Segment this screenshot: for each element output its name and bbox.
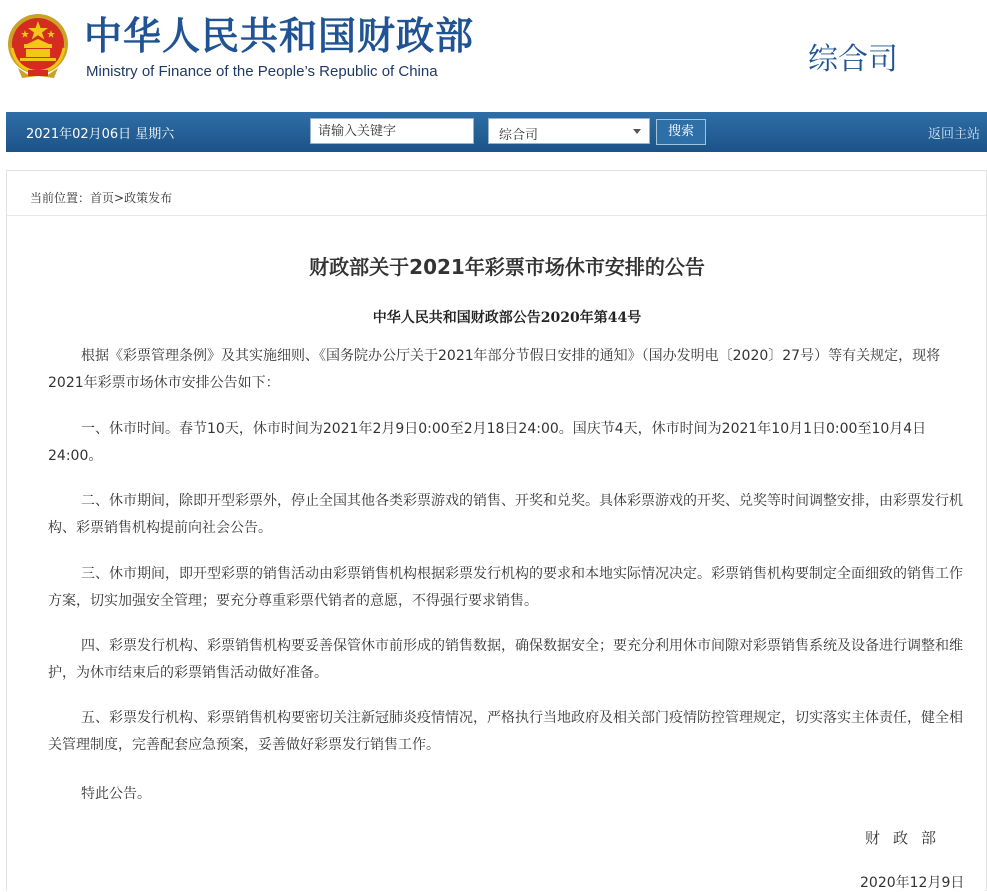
search-button[interactable]: 搜索 [656,119,706,145]
article-date: 2020年12月9日 [860,875,965,891]
breadcrumb [30,189,172,206]
article-paragraph: 根据《彩票管理条例》及其实施细则、《国务院办公厅关于2021年部分节假日安排的通知》（国办发明电〔2020〕27号）等有关规定，现将2021年彩票市场休市安排公告如下： [48,348,941,391]
site-title-cn: 中华人民共和国财政部 [84,14,475,58]
chevron-down-icon [633,129,641,134]
current-date: 2021年02月06日 星期六 [26,127,175,142]
article-paragraph: 五、彩票发行机构、彩票销售机构要密切关注新冠肺炎疫情情况，严格执行当地政府及相关部门疫情防控管理规定，切实落实主体责任，健全相关管理制度，完善配套应急预案，妥善做好彩票发行销售工作。 [48,710,963,753]
site-title-en: Ministry of Finance of the People’s Republic of China [86,63,438,80]
nav-bar [6,112,987,152]
article-paragraph: 一、休市时间。春节10天，休市时间为2021年2月9日0:00至2月18日24:00。国庆节4天，休市时间为2021年10月1日0:00至10月4日24:00。 [48,421,927,464]
national-emblem-icon [6,12,70,80]
department-name: 综合司 [808,42,898,77]
article-paragraph: 四、彩票发行机构、彩票销售机构要妥善保管休市前形成的销售数据，确保数据安全；要充分利用休市间隙对彩票销售系统及设备进行调整和维护，为休市结束后的彩票销售活动做好准备。 [48,638,963,681]
breadcrumb-home-link[interactable]: 首页 [90,191,115,205]
article-subtitle: 中华人民共和国财政部公告2020年第44号 [372,310,642,326]
search-input[interactable] [310,118,474,144]
site-header [0,0,987,112]
article-paragraph: 三、休市期间，即开型彩票的销售活动由彩票销售机构根据彩票发行机构的要求和本地实际情况决定。彩票销售机构要制定全面细致的销售工作方案，切实加强安全管理；要充分尊重彩票代销者的意愿，不得强行要求销售。 [48,566,963,609]
article-container [6,170,987,891]
article-signature: 财政部 [865,829,950,847]
return-home-link[interactable]: 返回主站 [928,127,981,142]
breadcrumb-prefix: 当前位置： [30,191,91,205]
department-select[interactable] [488,118,650,144]
breadcrumb-separator: > [114,191,125,205]
breadcrumb-section-link[interactable]: 政策发布 [124,191,173,205]
article-closing: 特此公告。 [81,786,151,802]
article-paragraph: 二、休市期间，除即开型彩票外，停止全国其他各类彩票游戏的销售、开奖和兑奖。具体彩票游戏的开奖、兑奖等时间调整安排，由彩票发行机构、彩票销售机构提前向社会公告。 [48,493,963,536]
article-title: 财政部关于2021年彩票市场休市安排的公告 [309,255,705,279]
divider [7,215,986,216]
department-select-value: 综合司 [499,128,539,143]
